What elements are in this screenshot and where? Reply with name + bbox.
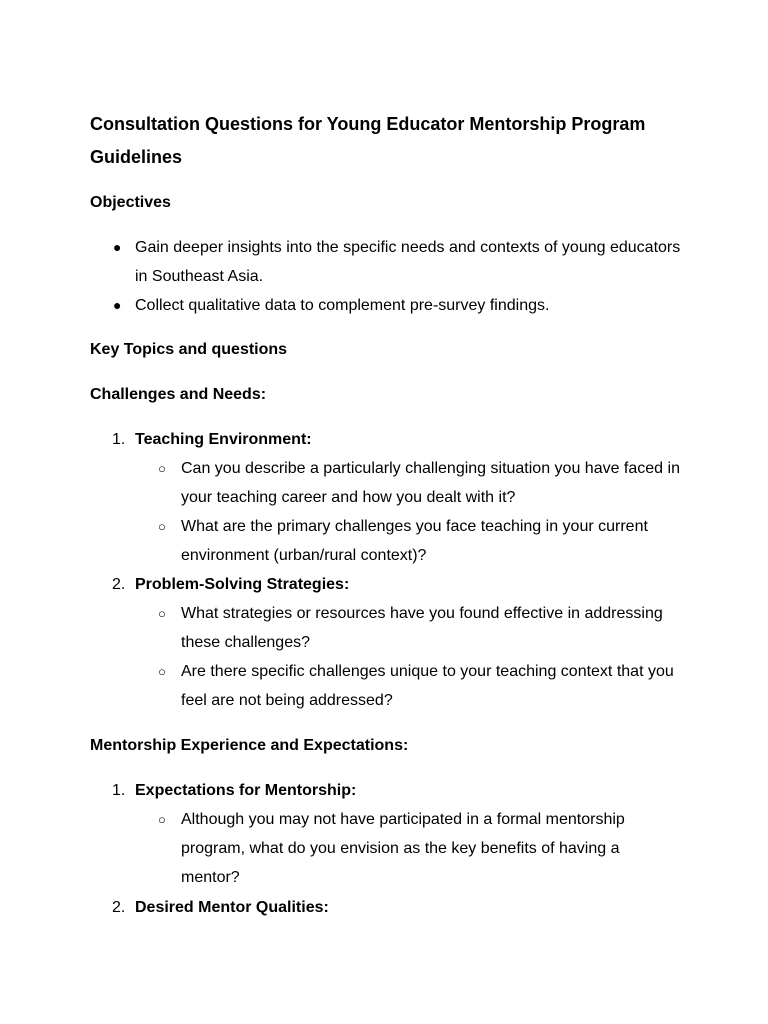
item-number: 1.: [112, 431, 126, 448]
bullet-icon: ●: [113, 297, 122, 313]
item-label: Expectations for Mentorship:: [135, 782, 357, 799]
document-title: Consultation Questions for Young Educator Mentorship Program Guidelines: [90, 114, 646, 167]
list-item: ○ Can you describe a particularly challenging situation you have faced in your teaching career and how you dealt with it?: [90, 454, 681, 512]
objectives-list: [90, 233, 690, 320]
item-number: 1.: [112, 782, 126, 799]
objectives-heading: Objectives: [90, 194, 171, 211]
key-topics-heading: Key Topics and questions: [90, 341, 288, 358]
list-item: ○ Are there specific challenges unique to your teaching context that you feel are not being addressed?: [90, 657, 681, 715]
item-number: 2.: [112, 576, 126, 593]
expectations-questions: [90, 805, 690, 892]
list-item: ○ What strategies or resources have you found effective in addressing these challenges?: [90, 599, 681, 657]
circle-bullet-icon: ○: [158, 519, 166, 534]
challenges-heading: Challenges and Needs:: [90, 386, 267, 403]
list-item: ● Gain deeper insights into the specific needs and contexts of young educators in Southeast Asia.: [90, 233, 690, 291]
circle-bullet-icon: ○: [158, 461, 166, 476]
list-item: ○ Although you may not have participated in a formal mentorship program, what do you envision as the key benefits of having a mentor?: [90, 805, 681, 892]
bullet-icon: ●: [113, 239, 122, 255]
circle-bullet-icon: ○: [158, 664, 166, 679]
item-label: Problem-Solving Strategies:: [135, 576, 350, 593]
item-number: 2.: [112, 899, 126, 916]
teaching-environment-questions: [90, 454, 690, 570]
circle-bullet-icon: ○: [158, 606, 166, 621]
item-label: Teaching Environment:: [135, 431, 312, 448]
item-label: Desired Mentor Qualities:: [135, 899, 329, 916]
list-item: ● Collect qualitative data to complement pre-survey findings.: [90, 291, 690, 320]
problem-solving-questions: [90, 599, 690, 715]
circle-bullet-icon: ○: [158, 812, 166, 827]
mentorship-heading: Mentorship Experience and Expectations:: [90, 737, 409, 754]
list-item: ○ What are the primary challenges you face teaching in your current environment (urban/rural context)?: [90, 512, 681, 570]
